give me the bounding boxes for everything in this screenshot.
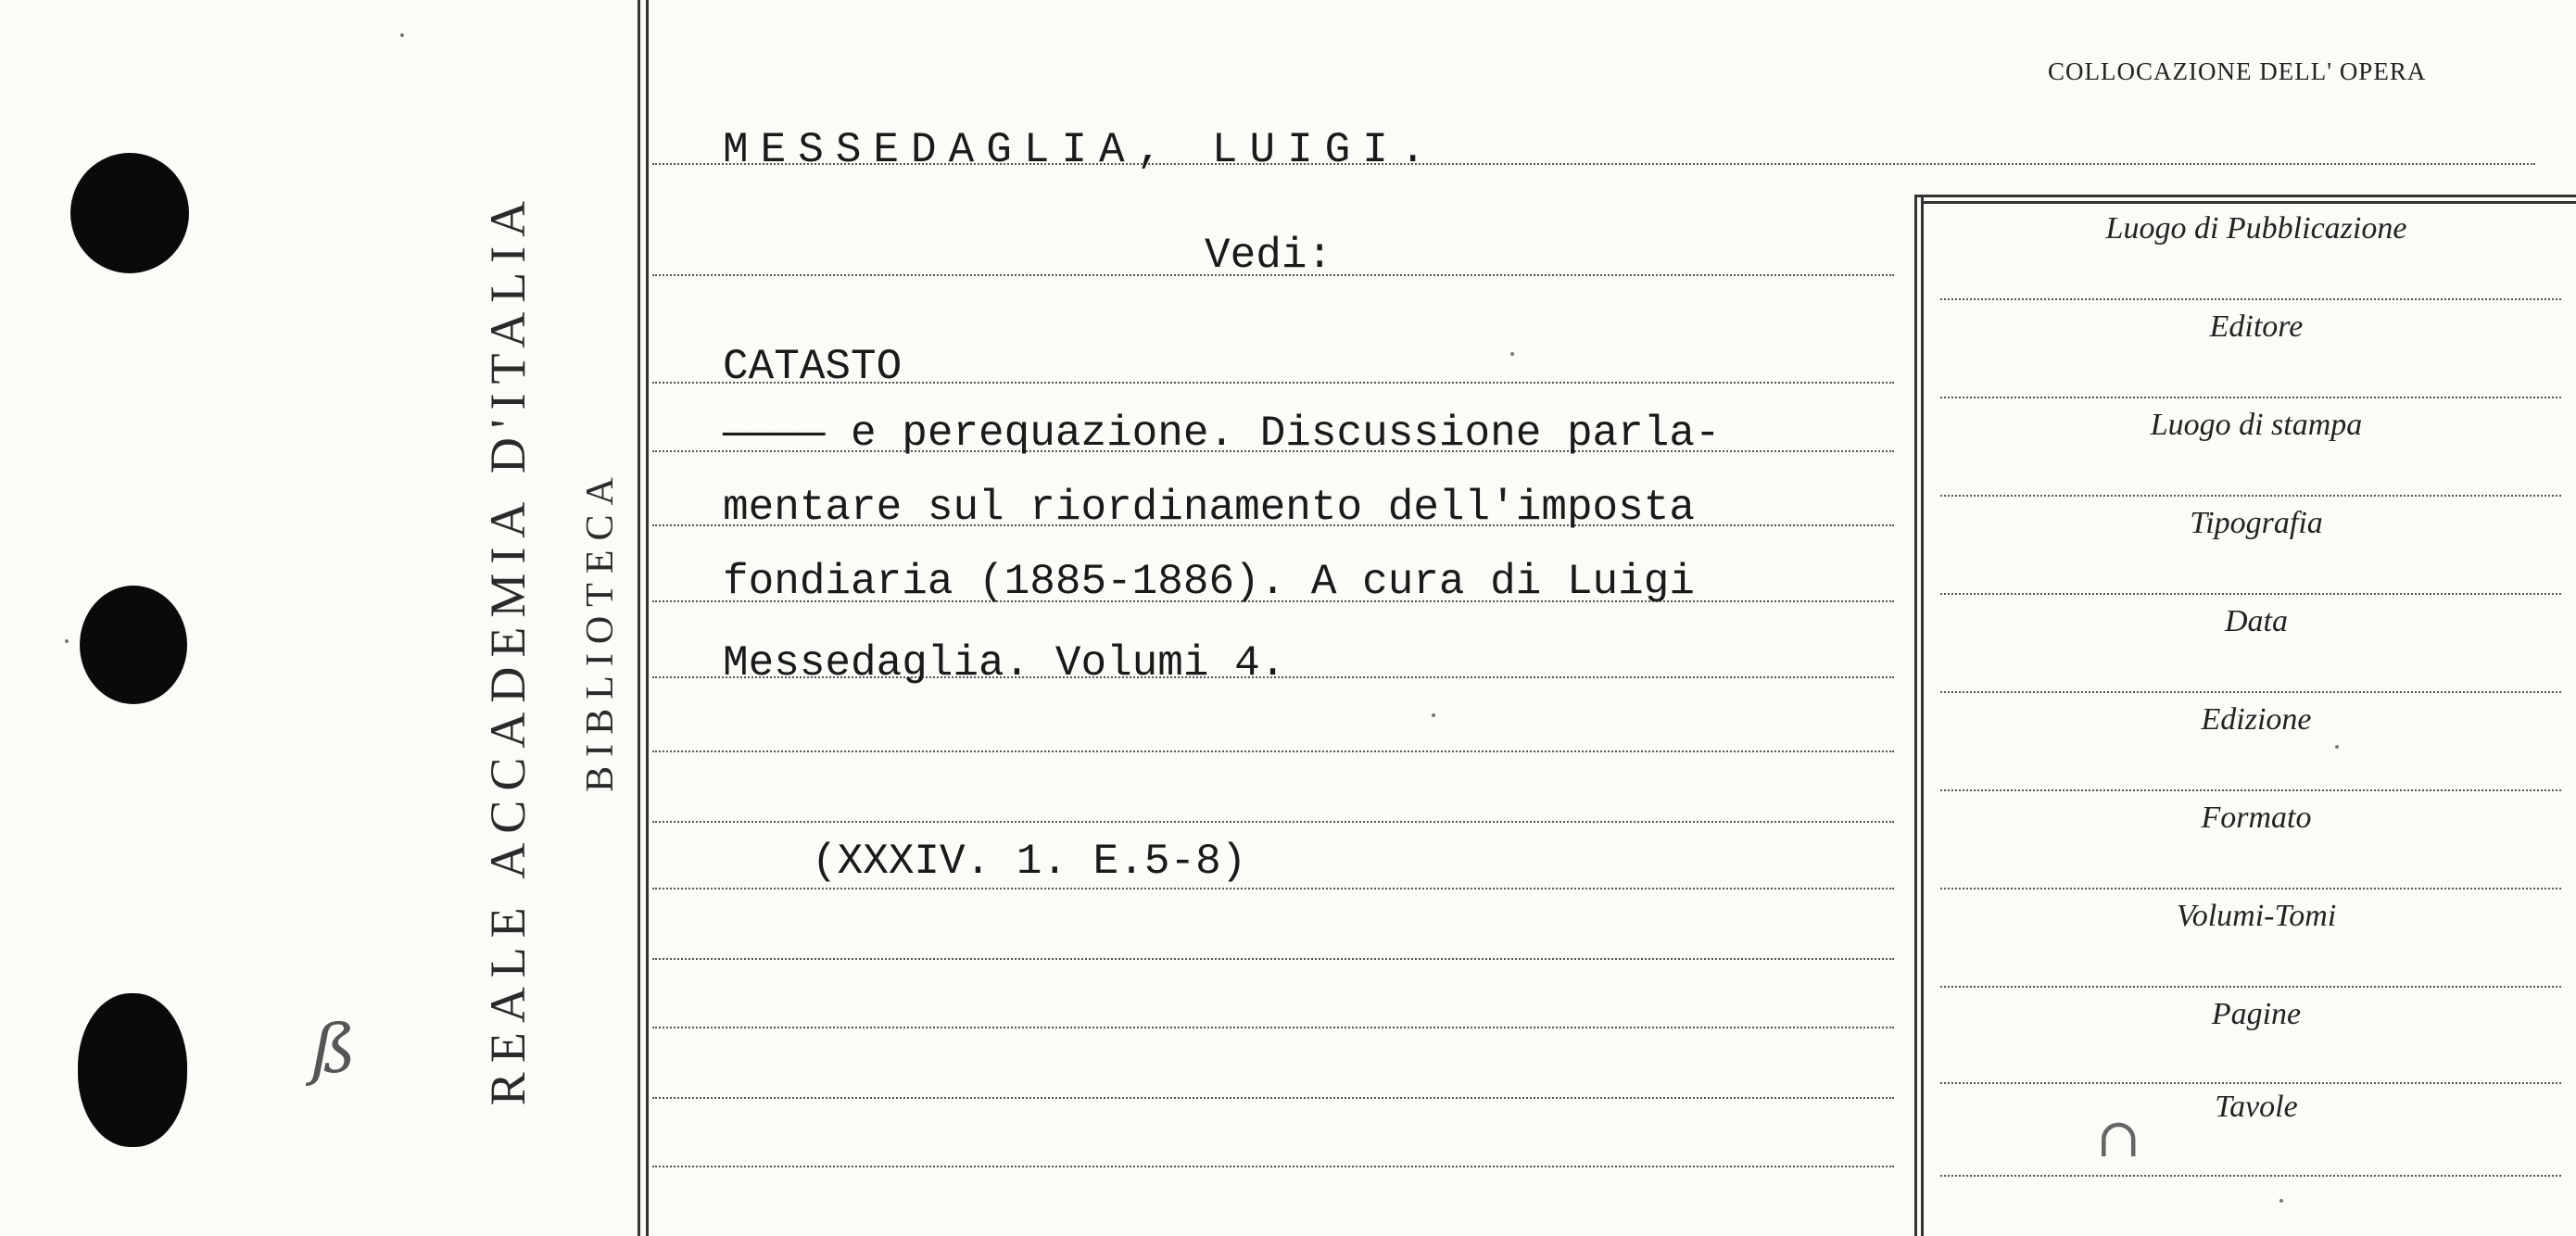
field-edizione: Edizione bbox=[2201, 702, 2312, 737]
field-luogo-pubblicazione: Luogo di Pubblicazione bbox=[2105, 211, 2407, 246]
field-line bbox=[1940, 1082, 2561, 1084]
author-name: MESSEDAGLIA, LUIGI. bbox=[723, 126, 1438, 174]
box-border bbox=[1914, 195, 1917, 1236]
paper-speck bbox=[2279, 1199, 2283, 1203]
description-line: ———— e perequazione. Discussione parla- bbox=[723, 410, 1721, 458]
field-volumi-tomi: Volumi-Tomi bbox=[2176, 899, 2337, 933]
field-line bbox=[1940, 986, 2561, 988]
handwritten-mark: ∩ bbox=[2096, 1106, 2141, 1169]
see-reference-label: Vedi: bbox=[1205, 232, 1333, 280]
field-formato: Formato bbox=[2201, 801, 2312, 835]
field-line bbox=[1940, 789, 2561, 791]
punch-hole bbox=[80, 586, 187, 704]
field-editore: Editore bbox=[2209, 309, 2304, 344]
paper-speck bbox=[65, 639, 69, 643]
field-pagine: Pagine bbox=[2211, 997, 2302, 1031]
punch-hole bbox=[70, 153, 189, 273]
field-line bbox=[1940, 888, 2561, 889]
writing-line bbox=[652, 750, 1894, 752]
writing-line bbox=[652, 821, 1894, 823]
paper-speck bbox=[1510, 352, 1514, 356]
subject-heading: CATASTO bbox=[723, 343, 903, 391]
field-luogo-stampa: Luogo di stampa bbox=[2150, 408, 2363, 442]
writing-line bbox=[652, 1166, 1894, 1167]
box-border bbox=[1921, 195, 1924, 1236]
field-line bbox=[1940, 495, 2561, 497]
field-data: Data bbox=[2225, 604, 2288, 638]
paper-speck bbox=[2335, 745, 2339, 749]
handwritten-mark: ß bbox=[311, 1010, 357, 1088]
shelfmark: (XXXIV. 1. E.5-8) bbox=[812, 838, 1247, 886]
description-line: fondiaria (1885-1886). A cura di Luigi bbox=[723, 558, 1695, 606]
field-line bbox=[1940, 397, 2561, 398]
writing-line bbox=[652, 1097, 1894, 1099]
field-line bbox=[1940, 691, 2561, 693]
field-line bbox=[1940, 1175, 2561, 1177]
punch-hole bbox=[78, 993, 187, 1147]
field-line bbox=[1940, 593, 2561, 595]
field-line bbox=[1940, 298, 2561, 300]
field-tipografia: Tipografia bbox=[2190, 506, 2323, 540]
description-line: mentare sul riordinamento dell'imposta bbox=[723, 484, 1695, 532]
writing-line bbox=[652, 1027, 1894, 1028]
description-line: Messedaglia. Volumi 4. bbox=[723, 639, 1286, 687]
box-border bbox=[1914, 195, 2576, 197]
field-tavole: Tavole bbox=[2215, 1090, 2298, 1124]
library-heading: BIBLIOTECA bbox=[579, 468, 622, 792]
paper-speck bbox=[400, 33, 404, 37]
margin-rule bbox=[646, 0, 649, 1236]
institution-heading: REALE ACCADEMIA D'ITALIA bbox=[480, 191, 536, 1106]
paper-speck bbox=[1432, 713, 1435, 717]
writing-line bbox=[652, 888, 1894, 889]
collocation-label: COLLOCAZIONE DELL' OPERA bbox=[2048, 57, 2427, 85]
box-border bbox=[1921, 201, 2576, 204]
margin-rule bbox=[638, 0, 640, 1236]
writing-line bbox=[652, 958, 1894, 960]
